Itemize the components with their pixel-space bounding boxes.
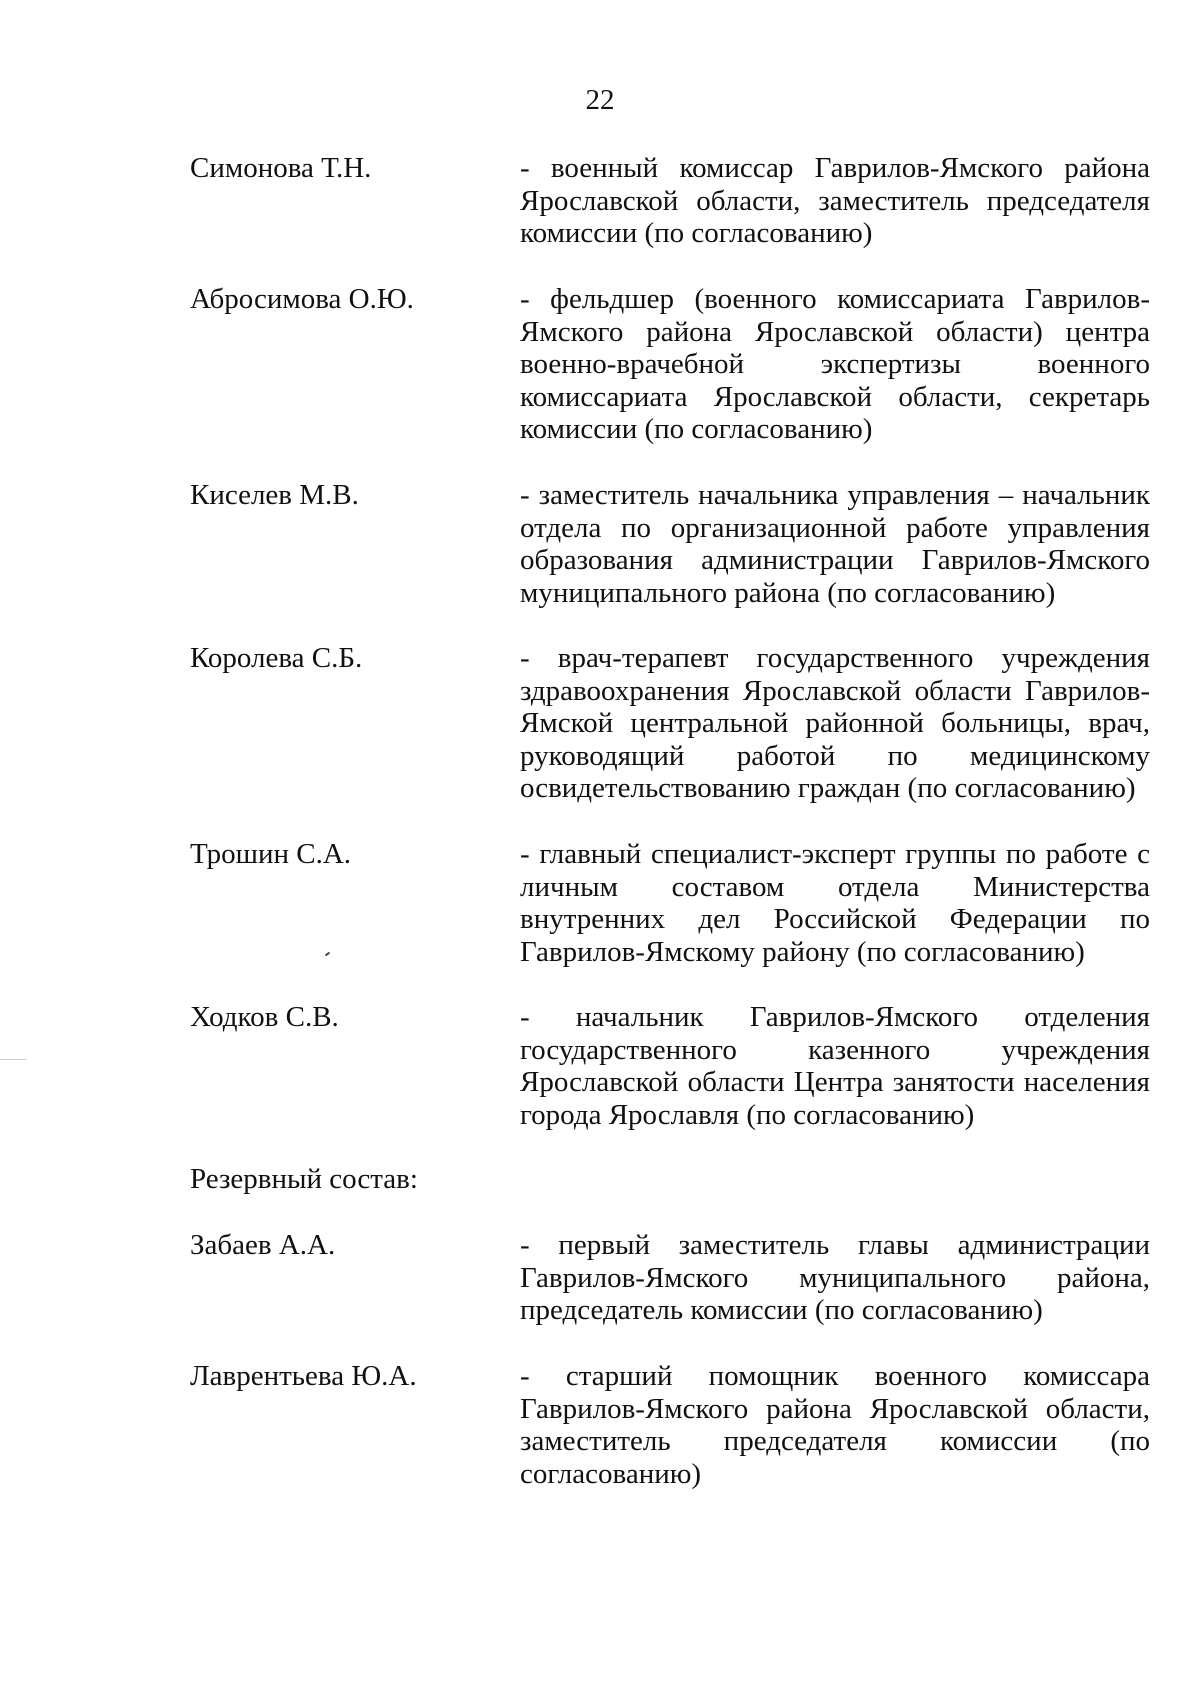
member-name: Королева С.Б. <box>190 642 363 674</box>
member-description: - заместитель начальника управления – начальник отдела по организационной работе управления образования администрации Гаврилов-Ямского муниципального района (по согласованию) <box>520 479 1150 609</box>
member-name: Трошин С.А. <box>190 838 352 870</box>
member-name: Забаев А.А. <box>190 1229 336 1261</box>
member-name: Ходков С.В. <box>190 1001 339 1033</box>
member-description: - первый заместитель главы администрации Гаврилов-Ямского муниципального района, председатель комиссии (по согласованию) <box>520 1229 1150 1326</box>
member-name: Абросимова О.Ю. <box>190 283 414 315</box>
page-number: 22 <box>585 84 615 116</box>
member-description: - начальник Гаврилов-Ямского отделения государственного казенного учреждения Ярославской области Центра занятости населения города Ярославля (по согласованию) <box>520 1001 1150 1131</box>
member-name: Киселев М.В. <box>190 479 359 511</box>
member-name: Симонова Т.Н. <box>190 152 372 184</box>
scan-speck <box>325 952 330 957</box>
member-description: - врач-терапевт государственного учреждения здравоохранения Ярославской области Гаврилов-Ямской центральной районной больницы, врач, руководящий работой по медицинскому освидетельствованию граждан (по согласованию) <box>520 642 1150 804</box>
scan-margin-line <box>0 1059 26 1060</box>
member-description: - главный специалист-эксперт группы по работе с личным составом отдела Министерства внутренних дел Российской Федерации по Гаврилов-Ямскому району (по согласованию) <box>520 838 1150 968</box>
member-description: - военный комиссар Гаврилов-Ямского района Ярославской области, заместитель председателя комиссии (по согласованию) <box>520 152 1150 249</box>
member-description: - старший помощник военного комиссара Гаврилов-Ямского района Ярославской области, заместитель председателя комиссии (по согласованию) <box>520 1360 1150 1490</box>
member-name: Лаврентьева Ю.А. <box>190 1360 417 1392</box>
member-description: - фельдшер (военного комиссариата Гаврилов-Ямского района Ярославской области) центра военно-врачебной экспертизы военного комиссариата Ярославской области, секретарь комиссии (по согласованию) <box>520 283 1150 445</box>
reserve-section-title: Резервный состав: <box>190 1163 418 1195</box>
